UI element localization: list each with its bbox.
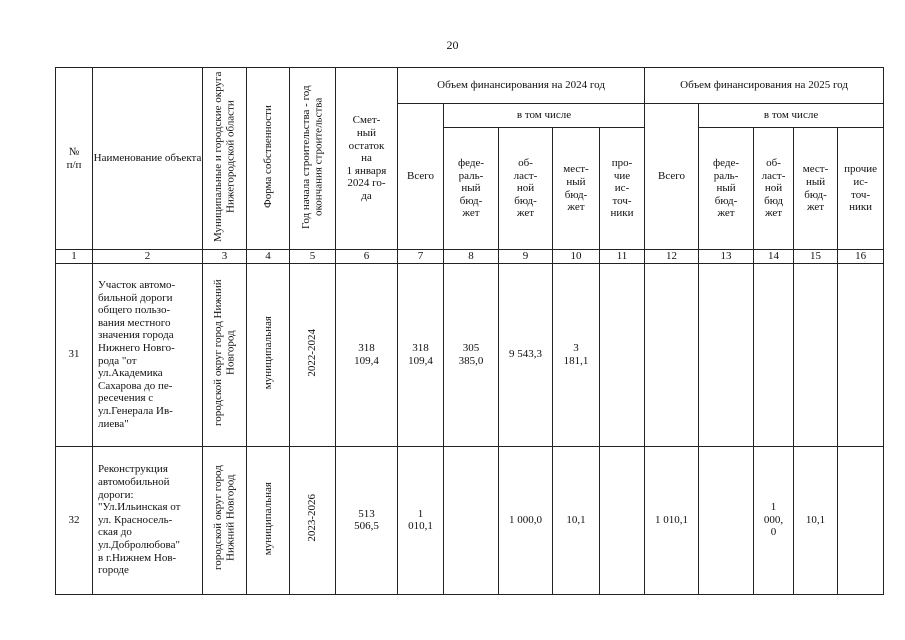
col-num: 1 bbox=[56, 250, 93, 264]
years-cell: 2022-2024 bbox=[290, 263, 336, 446]
header-other-2025: прочие ис- точ- ники bbox=[838, 128, 884, 250]
years-cell: 2023-2026 bbox=[290, 446, 336, 594]
header-years: Год начала строительства - год окончания строительства bbox=[290, 68, 336, 250]
regional-2025-cell: 1 000, 0 bbox=[754, 446, 794, 594]
header-name: Наименование объекта bbox=[93, 68, 203, 250]
local-2025-cell: 10,1 bbox=[794, 446, 838, 594]
header-local-2025: мест- ный бюд- жет bbox=[794, 128, 838, 250]
estimate-cell: 318 109,4 bbox=[336, 263, 398, 446]
col-num: 13 bbox=[699, 250, 754, 264]
col-num: 2 bbox=[93, 250, 203, 264]
other-2024-cell bbox=[600, 263, 645, 446]
col-num: 6 bbox=[336, 250, 398, 264]
federal-2025-cell bbox=[699, 446, 754, 594]
form-cell: муниципальная bbox=[247, 263, 290, 446]
col-num: 4 bbox=[247, 250, 290, 264]
table-row bbox=[56, 446, 884, 594]
estimate-cell: 513 506,5 bbox=[336, 446, 398, 594]
total-2024-cell: 1 010,1 bbox=[398, 446, 444, 594]
header-estimate: Смет- ный остаток на 1 января 2024 го- да bbox=[336, 68, 398, 250]
object-name: Участок автомо- бильной дороги общего пользо- вания местного значения города Нижнего Новго- рода "от ул.Академика Сахарова до пе- ресечения с ул.Генерала Ив- лиева" bbox=[93, 263, 203, 446]
header-fin-2025: Объем финансирования на 2025 год bbox=[645, 68, 884, 104]
col-num: 10 bbox=[553, 250, 600, 264]
other-2025-cell bbox=[838, 446, 884, 594]
other-2025-cell bbox=[838, 263, 884, 446]
header-incl-2025: в том числе bbox=[699, 104, 884, 128]
table-row bbox=[56, 263, 884, 446]
regional-2024-cell: 9 543,3 bbox=[499, 263, 553, 446]
header-federal-2024: феде- раль- ный бюд- жет bbox=[444, 128, 499, 250]
header-incl-2024: в том числе bbox=[444, 104, 645, 128]
col-num: 15 bbox=[794, 250, 838, 264]
column-number-row bbox=[56, 250, 884, 264]
regional-2025-cell bbox=[754, 263, 794, 446]
header-total-2024: Всего bbox=[398, 104, 444, 250]
total-2024-cell: 318 109,4 bbox=[398, 263, 444, 446]
municipal-cell: городской округ город Нижний Новгород bbox=[203, 263, 247, 446]
financing-table bbox=[55, 67, 884, 595]
header-local-2024: мест- ный бюд- жет bbox=[553, 128, 600, 250]
col-num: 5 bbox=[290, 250, 336, 264]
total-2025-cell bbox=[645, 263, 699, 446]
header-regional-2025: об- ласт- ной бюд жет bbox=[754, 128, 794, 250]
col-num: 11 bbox=[600, 250, 645, 264]
col-num: 7 bbox=[398, 250, 444, 264]
header-other-2024: про- чие ис- точ- ники bbox=[600, 128, 645, 250]
row-num: 32 bbox=[56, 446, 93, 594]
col-num: 16 bbox=[838, 250, 884, 264]
header-regional-2024: об- ласт- ной бюд- жет bbox=[499, 128, 553, 250]
local-2024-cell: 10,1 bbox=[553, 446, 600, 594]
object-name: Реконструкция автомобильной дороги: "Ул.Ильинская от ул. Красносель- ская до ул.Добролюбова" в г.Нижнем Нов- городе bbox=[93, 446, 203, 594]
row-num: 31 bbox=[56, 263, 93, 446]
form-cell: муниципальная bbox=[247, 446, 290, 594]
header-fin-2024: Объем финансирования на 2024 год bbox=[398, 68, 645, 104]
federal-2025-cell bbox=[699, 263, 754, 446]
total-2025-cell: 1 010,1 bbox=[645, 446, 699, 594]
col-num: 9 bbox=[499, 250, 553, 264]
header-form: Форма собственности bbox=[247, 68, 290, 250]
local-2025-cell bbox=[794, 263, 838, 446]
header-municipal: Муниципальные и городские округа Нижегородской области bbox=[203, 68, 247, 250]
col-num: 12 bbox=[645, 250, 699, 264]
regional-2024-cell: 1 000,0 bbox=[499, 446, 553, 594]
federal-2024-cell bbox=[444, 446, 499, 594]
local-2024-cell: 3 181,1 bbox=[553, 263, 600, 446]
col-num: 3 bbox=[203, 250, 247, 264]
municipal-cell: городской округ город Нижний Новгород bbox=[203, 446, 247, 594]
col-num: 8 bbox=[444, 250, 499, 264]
federal-2024-cell: 305 385,0 bbox=[444, 263, 499, 446]
col-num: 14 bbox=[754, 250, 794, 264]
header-total-2025: Всего bbox=[645, 104, 699, 250]
header-federal-2025: феде- раль- ный бюд- жет bbox=[699, 128, 754, 250]
other-2024-cell bbox=[600, 446, 645, 594]
header-num: № п/п bbox=[56, 68, 93, 250]
page-number: 20 bbox=[446, 38, 459, 52]
